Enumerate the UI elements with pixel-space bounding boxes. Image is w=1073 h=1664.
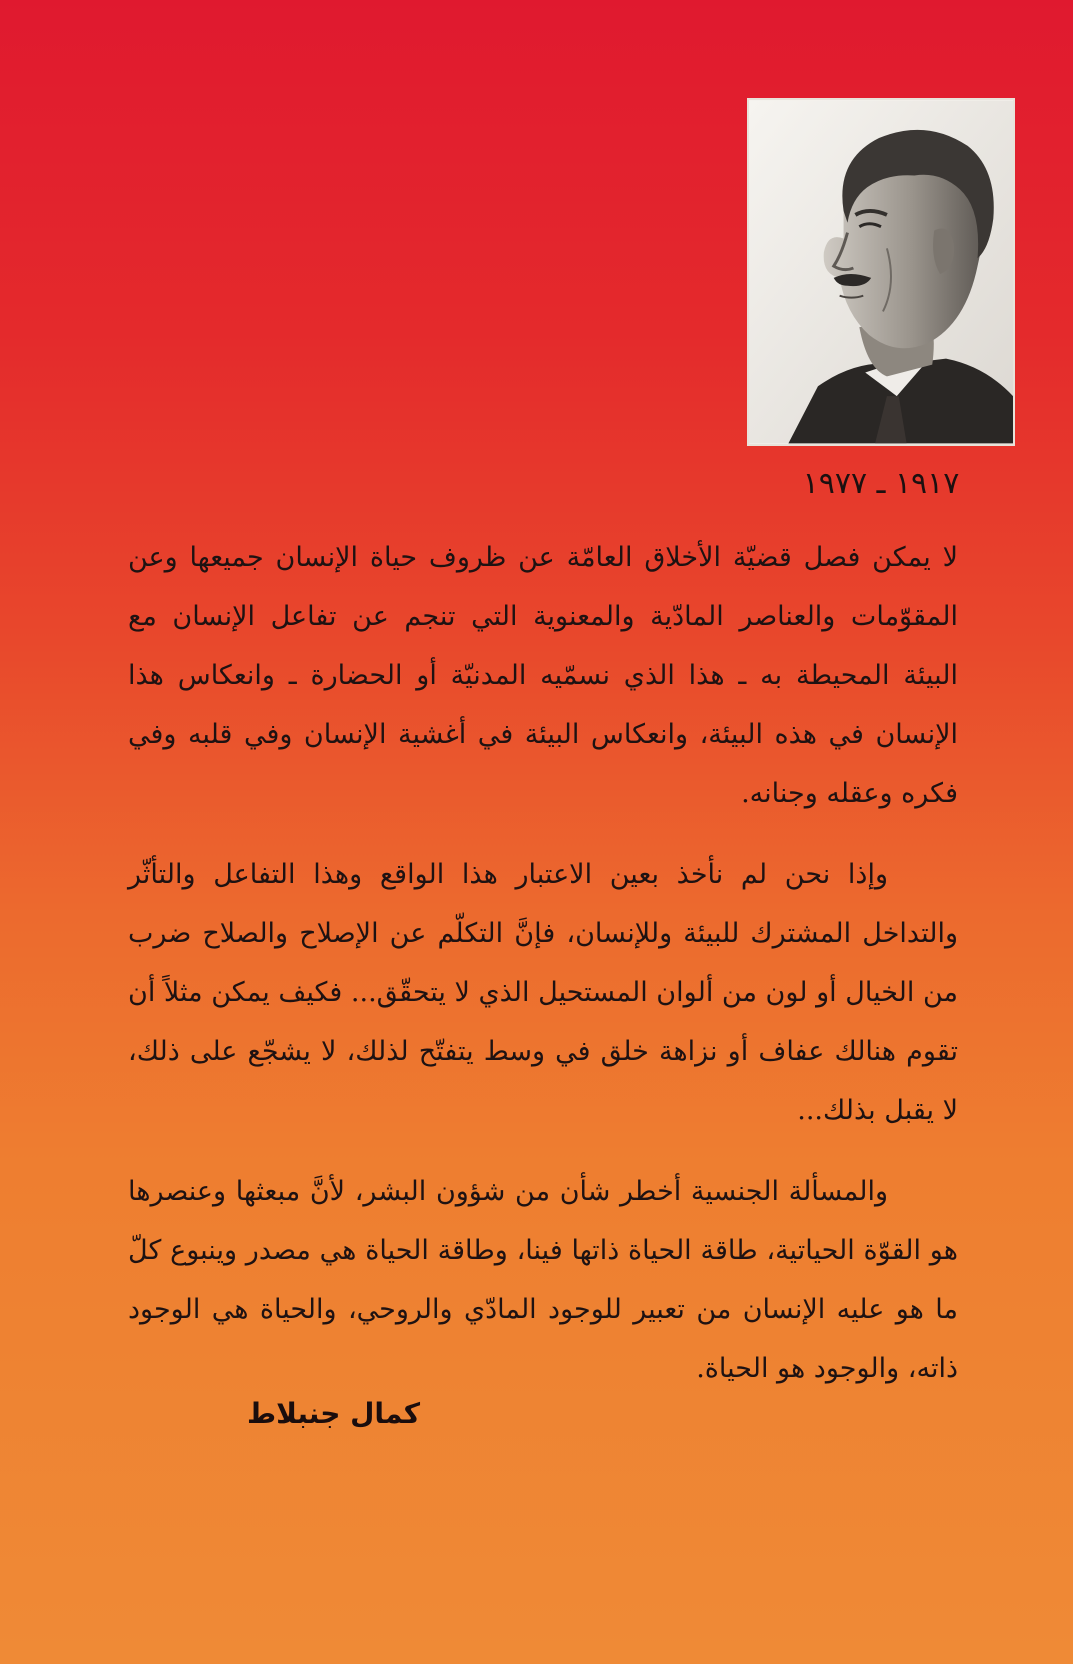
- paragraph: والمسألة الجنسية أخطر شأن من شؤون البشر، لأنَّ مبعثها وعنصرها هو القوّة الحياتية، طاقة الحياة ذاتها فينا، وطاقة الحياة هي مصدر وينبوع كلّ ما هو عليه الإنسان من تعبير للوجود المادّي والروحي، والحياة هي الوجود ذاته، والوجود هو الحياة.: [128, 1176, 958, 1384]
- author-photo: [747, 98, 1015, 446]
- blurb-text: [128, 528, 958, 1420]
- portrait-illustration: [749, 100, 1013, 444]
- paragraph: لا يمكن فصل قضيّة الأخلاق العامّة عن ظروف حياة الإنسان جميعها وعن المقوّمات والعناصر المادّية والمعنوية التي تنجم عن تفاعل الإنسان مع البيئة المحيطة به ـ هذا الذي نسمّيه المدنيّة أو الحضارة ـ وانعكاس هذا الإنسان في هذه البيئة، وانعكاس البيئة في أغشية الإنسان وفي قلبه وفي فكره وعقله وجنانه.: [128, 542, 958, 809]
- paragraph: وإذا نحن لم نأخذ بعين الاعتبار هذا الواقع وهذا التفاعل والتأثّر والتداخل المشترك للبيئة وللإنسان، فإنَّ التكلّم عن الإصلاح والصلاح ضرب من الخيال أو لون من ألوان المستحيل الذي لا يتحقّق... فكيف يمكن مثلاً أن تقوم هنالك عفاف أو نزاهة خلق في وسط يتفتّح لذلك، لا يشجّع على ذلك، لا يقبل بذلك...: [128, 859, 958, 1126]
- author-name: كمال جنبلاط: [247, 1397, 420, 1430]
- life-dates: ١٩١٧ ـ ١٩٧٧: [802, 466, 960, 501]
